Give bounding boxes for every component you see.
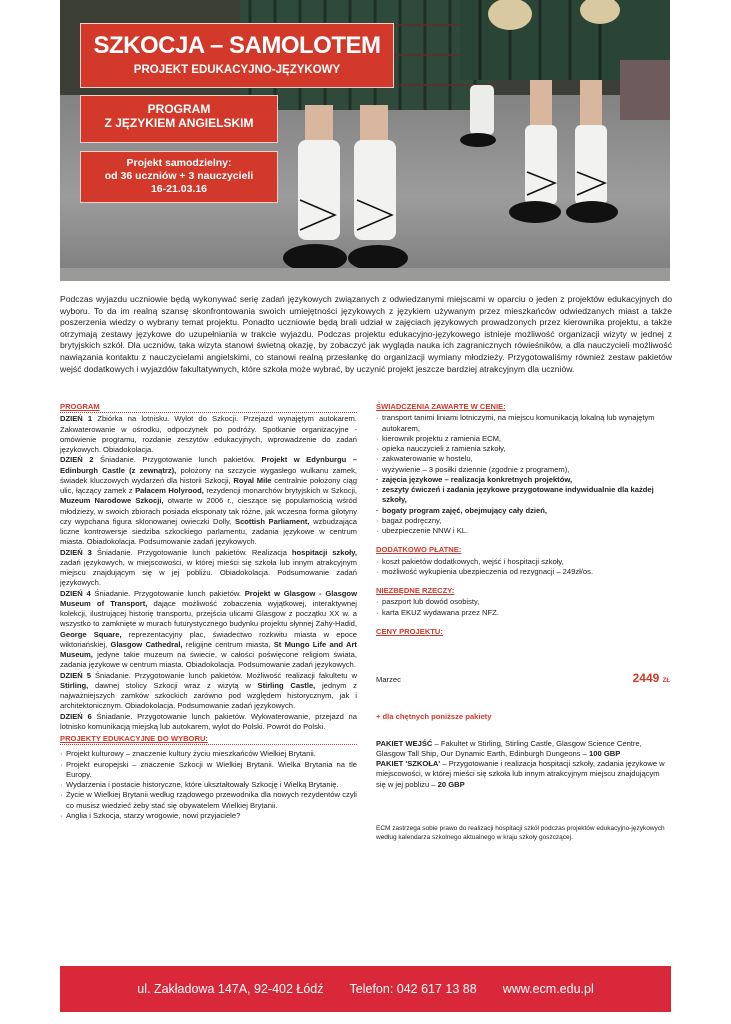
page-title: SZKOCJA – SAMOLOTEM [93,32,381,59]
day-2: DZIEŃ 2 Śniadanie. Przygotowanie lunch pakietów. Projekt w Edynburgu – Edinburgh Castle (z zewnątrz), położony na szczycie wygasłego wulkanu zamek, świadek kluczowych wydarzeń dla historii Szkocji, Royal Mile centralnie położony ciąg ulic, łączący zamek z Pałacem Holyrood, rezydencji monarchów brytyjskich w Szkocji, Muzeum Narodowe Szkocji, otwarte w 2006 r., cieszące się popularnością wśród młodzieży, w swoich zbiorach posiada eksponaty tak różne, jak wczesna forma gilotyny czy wypchana figura sklonowanej owieczki Dolly, Scottish Parliament, wzbudzająca liczne kontrowersje siedziba szkockiego parlamentu, zadania językowe w centrum miasta. Obiadokolacja. Podsumowanie zadań językowych. [60,455,357,547]
list-item: · ubezpieczenie NNW i KL. [376,526,670,536]
included-heading: ŚWIADCZENIA ZAWARTE W CENIE: [376,402,506,411]
footer-address: ul. Zakładowa 147A, 92-402 Łódź [137,982,324,996]
program-box [80,95,278,143]
program-heading: PROGRAM [60,402,357,413]
list-item: · Projekt kulturowy – znaczenie kultury życiu mieszkańców Wielkiej Brytanii. [60,749,357,759]
intro-paragraph: Podczas wyjazdu uczniowie będą wykonywać serię zadań językowych związanych z odwiedzanymi miejscami w oparciu o jeden z projektów edukacyjnych do wyboru. To da im realną szansę skonfrontowania swoich umiejętności językowych z językiem używanym przez mieszkańców odwiedzanych miast a także poszerzenia wiedzy o wybrany temat projektu. Ponadto uczniowie będą brali udział w zajęciach językowych prowadzonych przez kierownika projektu, a także otrzymają zestawy językowe do uzupełniania w trakcie wyjazdu. Podczas projektu edukacyjno-językowego istnieje możliwość organizacji wizyty w jednej z brytyjskich szkół. Dla uczniów, taka wizyta stanowi świetną okazję, by zobaczyć jak wygląda nauka ich zagranicznych rówieśników, a dla nauczycieli możliwość nawiązania kontaktu z nauczycielami angielskimi, co stanowi realną przesłankę do organizacji wymiany młodzieży. Przygotowaliśmy również zestaw pakietów wejść dodatkowych i wyjazdów fakultatywnych, które szkoła może wybrać, by uczynić projekt jeszcze bardziej atrakcyjnym dla uczniów. [60,294,672,374]
package-entries: PAKIET WEJŚĆ – Fakultet w Stirling, Stirling Castle, Glasgow Science Centre, Glasgow Tall Ship, Our Dynamic Earth, Edinburgh Dungeons – 100 GBP [376,738,642,758]
list-item: · kierownik projektu z ramienia ECM, [376,434,670,444]
package-school: PAKIET 'SZKOŁA' – Przygotowanie i realizacja hospitacji szkoły, zadania językowe w miejscowości, w której mieści się szkoła lub innym atrakcyjnym miejscu znajdującym się w jej pobliżu – 20 GBP [376,759,665,789]
list-item: · Projekt europejski – znaczenie Szkocji w Wielkiej Brytanii. Wielka Brytania na tle Europy. [60,760,357,781]
title-box [80,23,394,88]
extra-paid-list [376,557,670,578]
project-dates: 16-21.03.16 [150,183,208,195]
included-list [376,413,670,536]
list-item: · bagaż podręczny, [376,516,670,526]
day-3: DZIEŃ 3 Śniadanie. Przygotowanie lunch pakietów. Realizacja hospitacji szkoły, zadań językowych, w miejscowości, w której mieści się szkoła lub innym atrakcyjnym miejscu znajdującym się w jej pobliżu. Obiadokolacja. Podsumowanie zadań językowych. [60,547,357,588]
footer-website-link[interactable]: www.ecm.edu.pl [502,982,594,996]
needed-heading: NIEZBĘDNE RZECZY: [376,586,455,595]
info-column [376,402,670,842]
projects-list [60,749,357,821]
list-item: · Anglia i Szkocja, starzy wrogowie, nowi przyjaciele? [60,811,357,821]
footer-phone[interactable]: Telefon: 042 617 13 88 [349,982,477,996]
price-row [376,673,670,686]
extra-paid-heading: DODATKOWO PŁATNE: [376,545,462,555]
list-item: · możliwość wykupienia ubezpieczenia od rezygnacji – 249zł/os. [376,567,670,577]
projects-heading: PROJEKTY EDUKACYJNE DO WYBORU: [60,734,357,745]
list-item: · Życie w Wielkiej Brytanii według rządowego przewodnika dla nowych rezydentów czyli co musisz wiedzieć żeby stać się obywatelem Wielkiej Brytanii. [60,790,357,811]
price-value: 2449 ZŁ [632,671,670,685]
project-line-2: od 36 uczniów + 3 nauczycieli [104,170,254,182]
day-6: DZIEŃ 6 Śniadanie. Przygotowanie lunch pakietów. Wykwaterowanie, przejazd na lotnisko komunikacją miejską lub autokarem, wylot do Polski. Powrót do Polski. [60,711,357,731]
list-item: · transport tanimi liniami lotniczymi, na miejscu komunikacją lokalną lub wynajętym autokarem, [376,413,670,434]
disclaimer-note: ECM zastrzega sobie prawo do realizacji hospitacji szkół podczas projektów edukacyjno-językowych według kalendarza szkolnego aktualnego w kraju szkoły goszczącej. [376,824,665,841]
program-line-1: PROGRAM [147,102,211,116]
packages-heading: + dla chętnych poniższe pakiety [376,712,492,722]
list-item: · zeszyty ćwiczeń i zadania językowe przygotowane indywidualnie dla każdej szkoły, [376,485,670,506]
list-item: · paszport lub dowód osobisty, [376,597,670,607]
list-item: · Wydarzenia i postacie historyczne, które ukształtowały Szkocję i Wielką Brytanię. [60,780,357,790]
list-item: · zajęcia językowe – realizacja konkretnych projektów, [376,475,670,485]
list-item: · opieka nauczycieli z ramienia szkoły, [376,444,670,454]
project-box [80,151,278,203]
page-subtitle: PROJEKT EDUKACYJNO-JĘZYKOWY [133,64,341,76]
program-line-2: Z JĘZYKIEM ANGIELSKIM [104,116,254,130]
day-4: DZIEŃ 4 Śniadanie. Przygotowanie lunch pakietów. Projekt w Glasgow - Glasgow Museum of Transport, dające możliwość zobaczenia wyjątkowej, interaktywnej kolekcji, ilustrującej historię transportu, przejścia ulicami Glasgow z początku XX w. a wszystko to zamknięte w murach futurystycznego budynku projektu słynnej Zahy-Hadid, George Square, reprezentacyjny plac, świadectwo rozkwitu miasta w epoce wiktoriańskiej, Glasgow Cathedral, religijne centrum miasta, St Mungo Life and Art Museum, jedyne takie muzeum na świecie, w całości poświęcone religiom świata, zadania językowe w centrum miasta. Obiadokolacja. Podsumowanie zadań językowych. [60,588,357,670]
day-5: DZIEŃ 5 Śniadanie. Przygotowanie lunch pakietów. Możliwość realizacji fakultetu w Stirling, dawnej stolicy Szkocji wraz z wizytą w Stirling Castle, jednym z najważniejszych zamków szkockich zarówno pod względem historycznym, jak i architektonicznym. Obiadokolacja. Podsumowanie zadań językowych. [60,670,357,711]
list-item: · karta EKUZ wydawana przez NFZ. [376,608,670,618]
day-1: DZIEŃ 1 Zbiórka na lotnisku. Wylot do Szkocji. Przejazd wynajętym autokarem. Zakwaterowanie w ośrodku, odpoczynek po podróży. Spotkanie organizacyjne - omówienie programu, rozdanie zeszytów edukacyjnych, wprowadzenie do zadań językowych. Obiadokolacja. [60,414,357,454]
project-line-1: Projekt samodzielny: [126,157,232,169]
prices-heading: CENY PROJEKTU: [376,626,443,636]
program-column [60,402,357,821]
list-item: · zakwaterowanie w hostelu, [376,454,670,464]
list-item: · bogaty program zajęć, obejmujący cały dzień, [376,506,670,516]
list-item: · koszt pakietów dodatkowych, wejść i hospitacji szkoły, [376,557,670,567]
footer-bar [60,966,671,1012]
price-month: Marzec [376,675,401,684]
needed-list [376,597,670,618]
list-item: · wyżywienie – 3 posiłki dziennie (zgodnie z programem), [376,465,670,475]
